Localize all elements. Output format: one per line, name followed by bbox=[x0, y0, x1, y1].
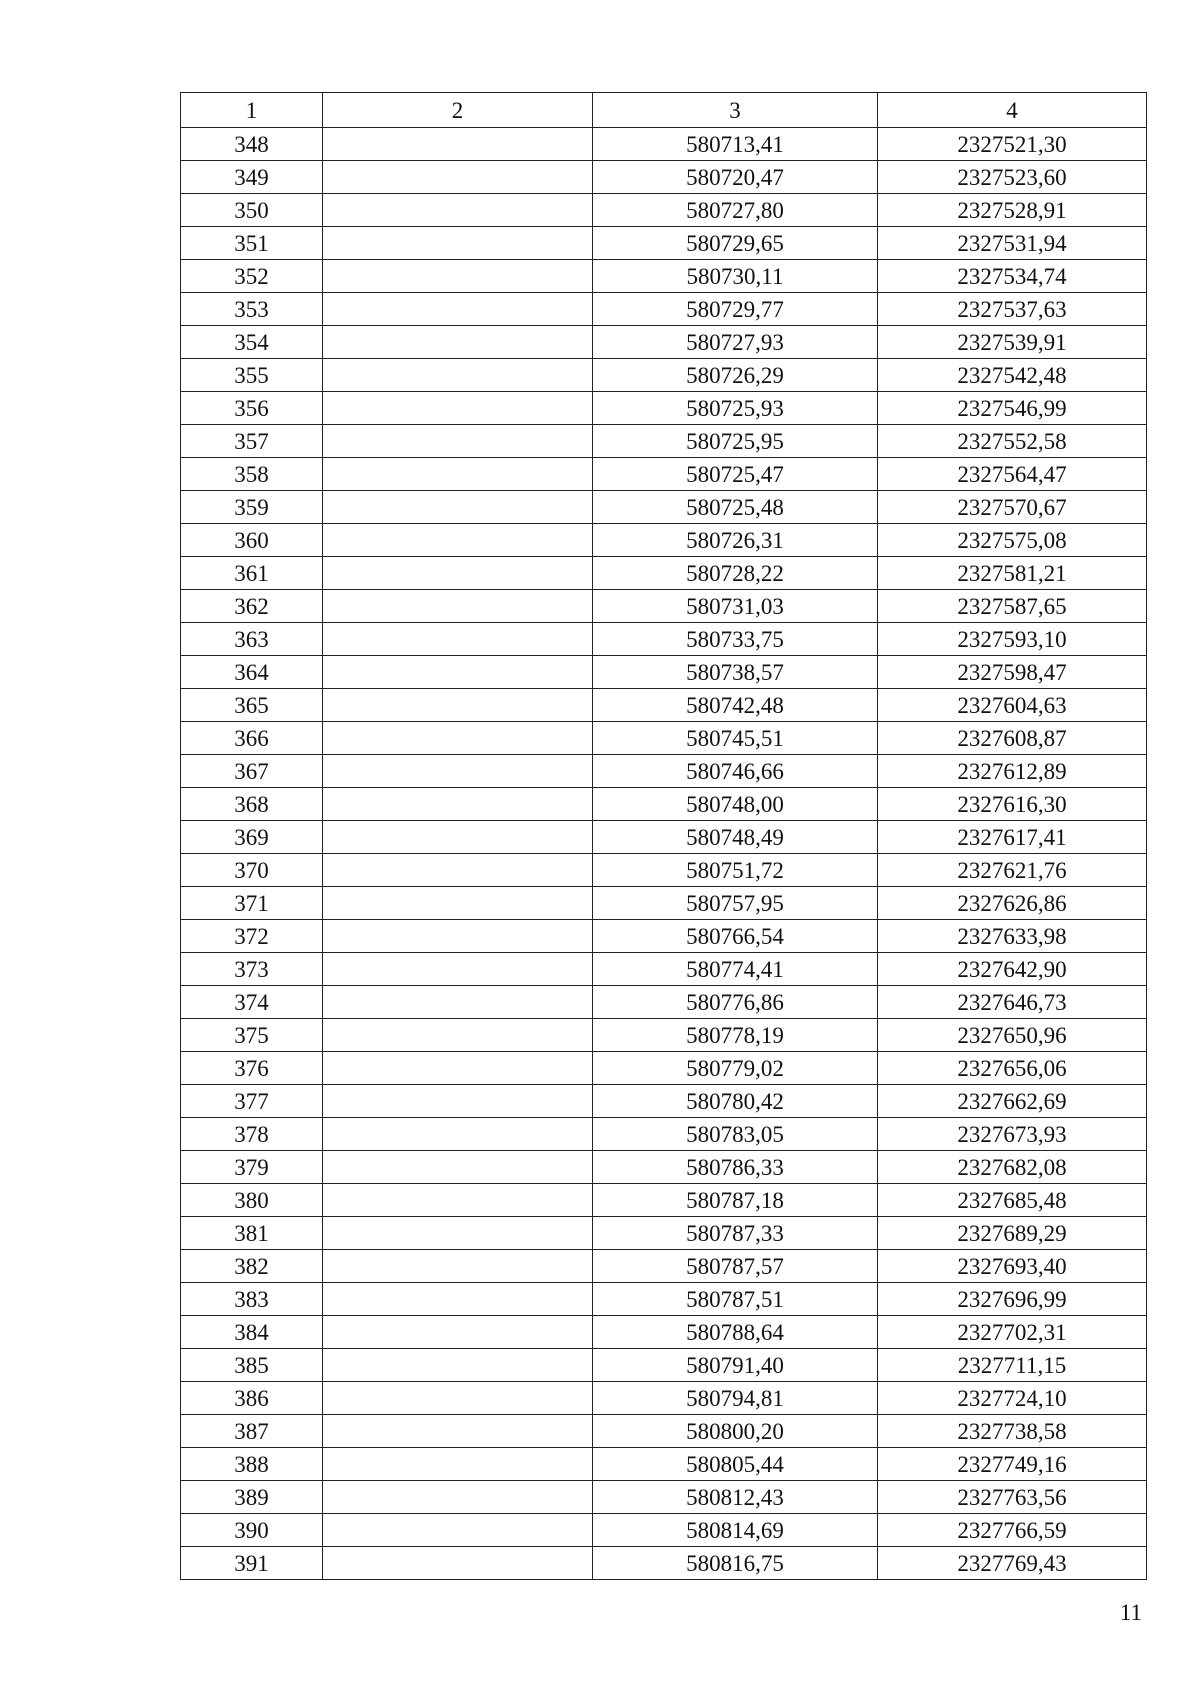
table-row bbox=[181, 1250, 1147, 1283]
table-row bbox=[181, 1448, 1147, 1481]
point-number-cell: 368 bbox=[181, 788, 323, 821]
x-coordinate-cell: 580812,43 bbox=[593, 1481, 878, 1514]
point-number-cell: 365 bbox=[181, 689, 323, 722]
description-cell bbox=[323, 854, 593, 887]
column-header-1: 1 bbox=[181, 93, 323, 128]
description-cell bbox=[323, 326, 593, 359]
table-row bbox=[181, 1019, 1147, 1052]
description-cell bbox=[323, 458, 593, 491]
table-row bbox=[181, 590, 1147, 623]
table-row bbox=[181, 788, 1147, 821]
description-cell bbox=[323, 491, 593, 524]
table-row bbox=[181, 227, 1147, 260]
point-number-cell: 375 bbox=[181, 1019, 323, 1052]
x-coordinate-cell: 580728,22 bbox=[593, 557, 878, 590]
point-number-cell: 361 bbox=[181, 557, 323, 590]
table-row bbox=[181, 1514, 1147, 1547]
y-coordinate-cell: 2327724,10 bbox=[878, 1382, 1147, 1415]
table-row bbox=[181, 854, 1147, 887]
table-row bbox=[181, 1415, 1147, 1448]
y-coordinate-cell: 2327598,47 bbox=[878, 656, 1147, 689]
description-cell bbox=[323, 953, 593, 986]
table-row bbox=[181, 656, 1147, 689]
point-number-cell: 353 bbox=[181, 293, 323, 326]
description-cell bbox=[323, 524, 593, 557]
point-number-cell: 358 bbox=[181, 458, 323, 491]
description-cell bbox=[323, 788, 593, 821]
point-number-cell: 384 bbox=[181, 1316, 323, 1349]
x-coordinate-cell: 580729,77 bbox=[593, 293, 878, 326]
x-coordinate-cell: 580787,57 bbox=[593, 1250, 878, 1283]
x-coordinate-cell: 580776,86 bbox=[593, 986, 878, 1019]
table-row bbox=[181, 1085, 1147, 1118]
x-coordinate-cell: 580774,41 bbox=[593, 953, 878, 986]
point-number-cell: 366 bbox=[181, 722, 323, 755]
point-number-cell: 348 bbox=[181, 128, 323, 161]
point-number-cell: 367 bbox=[181, 755, 323, 788]
table-row bbox=[181, 260, 1147, 293]
x-coordinate-cell: 580726,31 bbox=[593, 524, 878, 557]
point-number-cell: 376 bbox=[181, 1052, 323, 1085]
y-coordinate-cell: 2327711,15 bbox=[878, 1349, 1147, 1382]
y-coordinate-cell: 2327521,30 bbox=[878, 128, 1147, 161]
y-coordinate-cell: 2327612,89 bbox=[878, 755, 1147, 788]
table-row bbox=[181, 953, 1147, 986]
y-coordinate-cell: 2327673,93 bbox=[878, 1118, 1147, 1151]
description-cell bbox=[323, 887, 593, 920]
point-number-cell: 356 bbox=[181, 392, 323, 425]
x-coordinate-cell: 580800,20 bbox=[593, 1415, 878, 1448]
x-coordinate-cell: 580720,47 bbox=[593, 161, 878, 194]
x-coordinate-cell: 580738,57 bbox=[593, 656, 878, 689]
x-coordinate-cell: 580731,03 bbox=[593, 590, 878, 623]
table-row bbox=[181, 425, 1147, 458]
y-coordinate-cell: 2327633,98 bbox=[878, 920, 1147, 953]
description-cell bbox=[323, 1217, 593, 1250]
description-cell bbox=[323, 392, 593, 425]
x-coordinate-cell: 580779,02 bbox=[593, 1052, 878, 1085]
y-coordinate-cell: 2327682,08 bbox=[878, 1151, 1147, 1184]
x-coordinate-cell: 580794,81 bbox=[593, 1382, 878, 1415]
y-coordinate-cell: 2327564,47 bbox=[878, 458, 1147, 491]
table-row bbox=[181, 821, 1147, 854]
point-number-cell: 369 bbox=[181, 821, 323, 854]
y-coordinate-cell: 2327749,16 bbox=[878, 1448, 1147, 1481]
point-number-cell: 354 bbox=[181, 326, 323, 359]
y-coordinate-cell: 2327552,58 bbox=[878, 425, 1147, 458]
description-cell bbox=[323, 1316, 593, 1349]
point-number-cell: 370 bbox=[181, 854, 323, 887]
point-number-cell: 360 bbox=[181, 524, 323, 557]
description-cell bbox=[323, 1283, 593, 1316]
y-coordinate-cell: 2327616,30 bbox=[878, 788, 1147, 821]
table-row bbox=[181, 920, 1147, 953]
column-header-3: 3 bbox=[593, 93, 878, 128]
description-cell bbox=[323, 1382, 593, 1415]
table-row bbox=[181, 986, 1147, 1019]
description-cell bbox=[323, 623, 593, 656]
table-row bbox=[181, 128, 1147, 161]
y-coordinate-cell: 2327656,06 bbox=[878, 1052, 1147, 1085]
x-coordinate-cell: 580791,40 bbox=[593, 1349, 878, 1382]
x-coordinate-cell: 580766,54 bbox=[593, 920, 878, 953]
table-row bbox=[181, 1349, 1147, 1382]
point-number-cell: 386 bbox=[181, 1382, 323, 1415]
point-number-cell: 382 bbox=[181, 1250, 323, 1283]
description-cell bbox=[323, 1118, 593, 1151]
point-number-cell: 391 bbox=[181, 1547, 323, 1580]
description-cell bbox=[323, 755, 593, 788]
table-row bbox=[181, 623, 1147, 656]
x-coordinate-cell: 580757,95 bbox=[593, 887, 878, 920]
y-coordinate-cell: 2327662,69 bbox=[878, 1085, 1147, 1118]
point-number-cell: 383 bbox=[181, 1283, 323, 1316]
table-row bbox=[181, 557, 1147, 590]
point-number-cell: 364 bbox=[181, 656, 323, 689]
description-cell bbox=[323, 1085, 593, 1118]
y-coordinate-cell: 2327617,41 bbox=[878, 821, 1147, 854]
y-coordinate-cell: 2327528,91 bbox=[878, 194, 1147, 227]
table-row bbox=[181, 1151, 1147, 1184]
y-coordinate-cell: 2327769,43 bbox=[878, 1547, 1147, 1580]
description-cell bbox=[323, 1250, 593, 1283]
table-row bbox=[181, 458, 1147, 491]
table-row bbox=[181, 359, 1147, 392]
x-coordinate-cell: 580725,47 bbox=[593, 458, 878, 491]
x-coordinate-cell: 580727,93 bbox=[593, 326, 878, 359]
x-coordinate-cell: 580748,00 bbox=[593, 788, 878, 821]
point-number-cell: 373 bbox=[181, 953, 323, 986]
x-coordinate-cell: 580713,41 bbox=[593, 128, 878, 161]
point-number-cell: 359 bbox=[181, 491, 323, 524]
description-cell bbox=[323, 293, 593, 326]
y-coordinate-cell: 2327646,73 bbox=[878, 986, 1147, 1019]
x-coordinate-cell: 580727,80 bbox=[593, 194, 878, 227]
x-coordinate-cell: 580786,33 bbox=[593, 1151, 878, 1184]
point-number-cell: 388 bbox=[181, 1448, 323, 1481]
description-cell bbox=[323, 656, 593, 689]
point-number-cell: 352 bbox=[181, 260, 323, 293]
x-coordinate-cell: 580780,42 bbox=[593, 1085, 878, 1118]
y-coordinate-cell: 2327531,94 bbox=[878, 227, 1147, 260]
x-coordinate-cell: 580730,11 bbox=[593, 260, 878, 293]
table-body bbox=[181, 128, 1147, 1580]
x-coordinate-cell: 580726,29 bbox=[593, 359, 878, 392]
y-coordinate-cell: 2327575,08 bbox=[878, 524, 1147, 557]
table-row bbox=[181, 194, 1147, 227]
column-header-4: 4 bbox=[878, 93, 1147, 128]
table-row bbox=[181, 1052, 1147, 1085]
x-coordinate-cell: 580745,51 bbox=[593, 722, 878, 755]
description-cell bbox=[323, 821, 593, 854]
point-number-cell: 362 bbox=[181, 590, 323, 623]
x-coordinate-cell: 580725,93 bbox=[593, 392, 878, 425]
x-coordinate-cell: 580814,69 bbox=[593, 1514, 878, 1547]
description-cell bbox=[323, 1415, 593, 1448]
x-coordinate-cell: 580816,75 bbox=[593, 1547, 878, 1580]
table-row bbox=[181, 524, 1147, 557]
table-row bbox=[181, 1382, 1147, 1415]
point-number-cell: 349 bbox=[181, 161, 323, 194]
table-row bbox=[181, 755, 1147, 788]
x-coordinate-cell: 580729,65 bbox=[593, 227, 878, 260]
y-coordinate-cell: 2327604,63 bbox=[878, 689, 1147, 722]
y-coordinate-cell: 2327546,99 bbox=[878, 392, 1147, 425]
x-coordinate-cell: 580751,72 bbox=[593, 854, 878, 887]
table-row bbox=[181, 722, 1147, 755]
x-coordinate-cell: 580787,18 bbox=[593, 1184, 878, 1217]
y-coordinate-cell: 2327766,59 bbox=[878, 1514, 1147, 1547]
y-coordinate-cell: 2327608,87 bbox=[878, 722, 1147, 755]
point-number-cell: 355 bbox=[181, 359, 323, 392]
y-coordinate-cell: 2327689,29 bbox=[878, 1217, 1147, 1250]
y-coordinate-cell: 2327570,67 bbox=[878, 491, 1147, 524]
y-coordinate-cell: 2327587,65 bbox=[878, 590, 1147, 623]
y-coordinate-cell: 2327537,63 bbox=[878, 293, 1147, 326]
description-cell bbox=[323, 1547, 593, 1580]
description-cell bbox=[323, 425, 593, 458]
y-coordinate-cell: 2327693,40 bbox=[878, 1250, 1147, 1283]
y-coordinate-cell: 2327542,48 bbox=[878, 359, 1147, 392]
table-row bbox=[181, 161, 1147, 194]
y-coordinate-cell: 2327702,31 bbox=[878, 1316, 1147, 1349]
description-cell bbox=[323, 128, 593, 161]
description-cell bbox=[323, 1019, 593, 1052]
table-row bbox=[181, 1547, 1147, 1580]
y-coordinate-cell: 2327626,86 bbox=[878, 887, 1147, 920]
x-coordinate-cell: 580748,49 bbox=[593, 821, 878, 854]
table-row bbox=[181, 1217, 1147, 1250]
description-cell bbox=[323, 1481, 593, 1514]
description-cell bbox=[323, 227, 593, 260]
y-coordinate-cell: 2327539,91 bbox=[878, 326, 1147, 359]
description-cell bbox=[323, 1052, 593, 1085]
y-coordinate-cell: 2327738,58 bbox=[878, 1415, 1147, 1448]
x-coordinate-cell: 580725,48 bbox=[593, 491, 878, 524]
description-cell bbox=[323, 194, 593, 227]
point-number-cell: 357 bbox=[181, 425, 323, 458]
y-coordinate-cell: 2327696,99 bbox=[878, 1283, 1147, 1316]
y-coordinate-cell: 2327642,90 bbox=[878, 953, 1147, 986]
x-coordinate-cell: 580742,48 bbox=[593, 689, 878, 722]
y-coordinate-cell: 2327523,60 bbox=[878, 161, 1147, 194]
y-coordinate-cell: 2327685,48 bbox=[878, 1184, 1147, 1217]
point-number-cell: 389 bbox=[181, 1481, 323, 1514]
table-header-row bbox=[181, 93, 1147, 128]
point-number-cell: 350 bbox=[181, 194, 323, 227]
description-cell bbox=[323, 359, 593, 392]
point-number-cell: 377 bbox=[181, 1085, 323, 1118]
description-cell bbox=[323, 1349, 593, 1382]
table-row bbox=[181, 326, 1147, 359]
description-cell bbox=[323, 161, 593, 194]
x-coordinate-cell: 580746,66 bbox=[593, 755, 878, 788]
description-cell bbox=[323, 722, 593, 755]
description-cell bbox=[323, 986, 593, 1019]
table-row bbox=[181, 1118, 1147, 1151]
point-number-cell: 379 bbox=[181, 1151, 323, 1184]
y-coordinate-cell: 2327534,74 bbox=[878, 260, 1147, 293]
y-coordinate-cell: 2327581,21 bbox=[878, 557, 1147, 590]
x-coordinate-cell: 580783,05 bbox=[593, 1118, 878, 1151]
table-row bbox=[181, 1184, 1147, 1217]
y-coordinate-cell: 2327621,76 bbox=[878, 854, 1147, 887]
x-coordinate-cell: 580787,51 bbox=[593, 1283, 878, 1316]
y-coordinate-cell: 2327650,96 bbox=[878, 1019, 1147, 1052]
point-number-cell: 378 bbox=[181, 1118, 323, 1151]
column-header-2: 2 bbox=[323, 93, 593, 128]
point-number-cell: 381 bbox=[181, 1217, 323, 1250]
table-row bbox=[181, 1316, 1147, 1349]
description-cell bbox=[323, 689, 593, 722]
point-number-cell: 385 bbox=[181, 1349, 323, 1382]
description-cell bbox=[323, 1514, 593, 1547]
table-row bbox=[181, 293, 1147, 326]
table-row bbox=[181, 491, 1147, 524]
description-cell bbox=[323, 1184, 593, 1217]
page-number: 11 bbox=[1119, 1600, 1142, 1625]
point-number-cell: 372 bbox=[181, 920, 323, 953]
description-cell bbox=[323, 590, 593, 623]
x-coordinate-cell: 580788,64 bbox=[593, 1316, 878, 1349]
table-row bbox=[181, 1283, 1147, 1316]
table-row bbox=[181, 887, 1147, 920]
point-number-cell: 371 bbox=[181, 887, 323, 920]
point-number-cell: 351 bbox=[181, 227, 323, 260]
x-coordinate-cell: 580805,44 bbox=[593, 1448, 878, 1481]
table-row bbox=[181, 392, 1147, 425]
table-row bbox=[181, 1481, 1147, 1514]
description-cell bbox=[323, 557, 593, 590]
description-cell bbox=[323, 920, 593, 953]
y-coordinate-cell: 2327763,56 bbox=[878, 1481, 1147, 1514]
description-cell bbox=[323, 1448, 593, 1481]
point-number-cell: 374 bbox=[181, 986, 323, 1019]
x-coordinate-cell: 580778,19 bbox=[593, 1019, 878, 1052]
y-coordinate-cell: 2327593,10 bbox=[878, 623, 1147, 656]
x-coordinate-cell: 580733,75 bbox=[593, 623, 878, 656]
point-number-cell: 387 bbox=[181, 1415, 323, 1448]
x-coordinate-cell: 580725,95 bbox=[593, 425, 878, 458]
description-cell bbox=[323, 260, 593, 293]
coordinates-table bbox=[180, 92, 1147, 1580]
x-coordinate-cell: 580787,33 bbox=[593, 1217, 878, 1250]
point-number-cell: 380 bbox=[181, 1184, 323, 1217]
point-number-cell: 390 bbox=[181, 1514, 323, 1547]
description-cell bbox=[323, 1151, 593, 1184]
table-row bbox=[181, 689, 1147, 722]
point-number-cell: 363 bbox=[181, 623, 323, 656]
